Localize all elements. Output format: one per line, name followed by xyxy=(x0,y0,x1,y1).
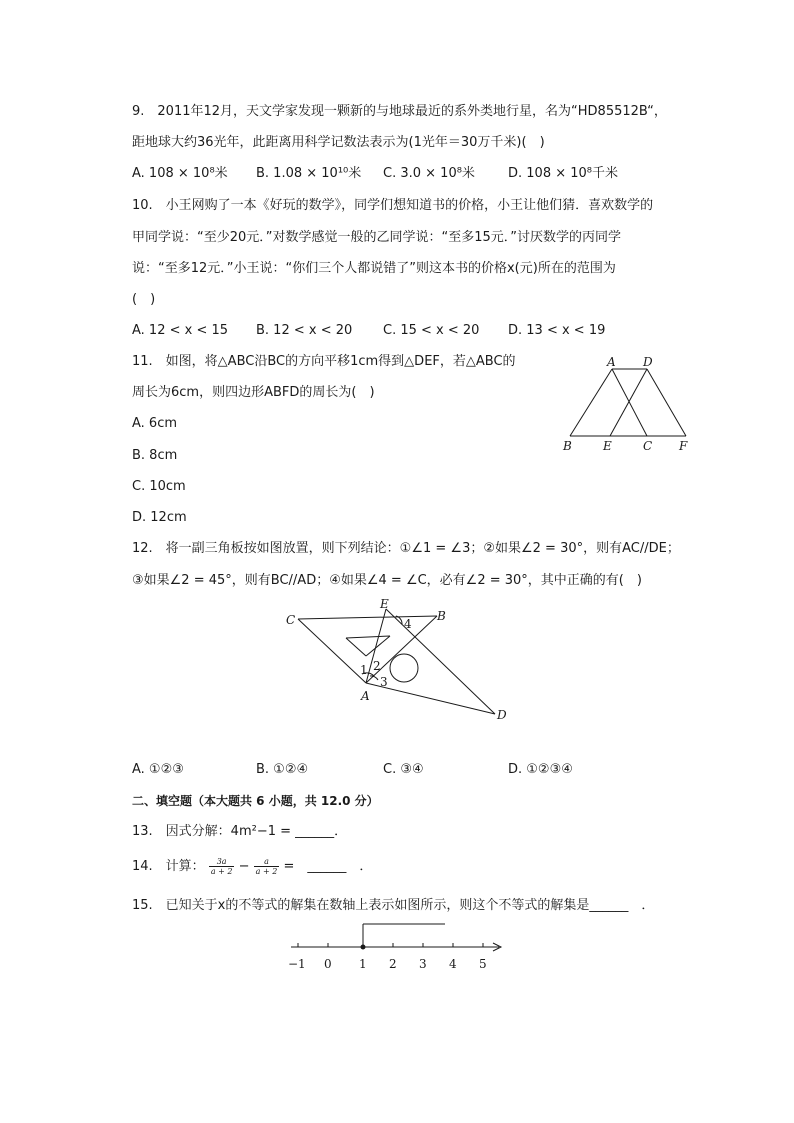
q11-label-c: C xyxy=(643,439,653,453)
q11-option-c: C. 10cm xyxy=(132,479,186,494)
q12-figure xyxy=(280,596,520,726)
q11-label-d: D xyxy=(643,355,653,369)
q12-option-b: B. ①②④ xyxy=(256,762,309,777)
q15-tick-3: 3 xyxy=(419,957,427,971)
q11-line2: 周长为6cm，则四边形ABFD的周长为( ) xyxy=(132,385,375,400)
q12-line1: 12. 将一副三角板按如图放置，则下列结论：①∠1 = ∠3；②如果∠2 = 30°，则有AC//DE； xyxy=(132,541,680,556)
q12-label-4: 4 xyxy=(404,617,412,631)
section-heading: 二、填空题（本大题共 6 小题，共 12.0 分） xyxy=(132,794,379,808)
q15-tick-0: 0 xyxy=(324,957,332,971)
q15-tick-4: 4 xyxy=(449,957,457,971)
q9-line2: 距地球大约36光年，此距离用科学记数法表示为(1光年＝30万千米)( ) xyxy=(132,135,545,150)
q14-frac1-den: a + 2 xyxy=(210,867,233,876)
q11-label-f: F xyxy=(679,439,688,453)
q10-option-d: D. 13 < x < 19 xyxy=(508,323,606,338)
q10-line3: 说：“至多12元．”小王说：“你们三个人都说错了”则这本书的价格x(元)所在的范围为 xyxy=(132,261,616,276)
q12-option-d: D. ①②③④ xyxy=(508,762,573,777)
q12-label-b: B xyxy=(437,609,446,623)
q14-prefix: 14. 计算： xyxy=(132,859,205,874)
q15-solid-point xyxy=(361,945,366,950)
q10-line1: 10. 小王网购了一本《好玩的数学》，同学们想知道书的价格，小王让他们猜．喜欢数学的 xyxy=(132,198,654,213)
q14-frac2-num: a xyxy=(254,857,280,867)
q11-option-b: B. 8cm xyxy=(132,448,178,463)
q15-tick-2: 2 xyxy=(389,957,397,971)
q9-option-b: B. 1.08 × 10¹⁰米 xyxy=(256,166,362,181)
q9-option-c: C. 3.0 × 10⁸米 xyxy=(383,166,475,181)
q14-fraction-1 xyxy=(209,857,235,876)
q12-label-e: E xyxy=(380,597,389,611)
q9-option-a: A. 108 × 10⁸米 xyxy=(132,166,228,181)
q11-label-a: A xyxy=(607,355,616,369)
q12-label-c: C xyxy=(286,613,296,627)
q12-option-c: C. ③④ xyxy=(383,762,424,777)
q14-fraction-2 xyxy=(254,857,280,876)
q14-frac2-den: a + 2 xyxy=(255,867,278,876)
q11-option-d: D. 12cm xyxy=(132,510,187,525)
q11-figure xyxy=(555,352,705,457)
q12-label-3: 3 xyxy=(380,675,388,689)
q9-option-d: D. 108 × 10⁸千米 xyxy=(508,166,618,181)
q14-minus: − xyxy=(238,859,250,874)
q15-line: 15. 已知关于x的不等式的解集在数轴上表示如图所示，则这个不等式的解集是______ ． xyxy=(132,898,655,913)
q13-line: 13. 因式分解：4m²−1 = ______． xyxy=(132,824,348,839)
q12-label-2: 2 xyxy=(373,659,381,673)
q12-option-a: A. ①②③ xyxy=(132,762,184,777)
q10-option-a: A. 12 < x < 15 xyxy=(132,323,229,338)
q11-label-b: B xyxy=(563,439,572,453)
q10-line2: 甲同学说：“至少20元．”对数学感觉一般的乙同学说：“至多15元．”讨厌数学的丙同学 xyxy=(132,230,622,245)
q11-line1: 11. 如图，将△ABC沿BC的方向平移1cm得到△DEF，若△ABC的 xyxy=(132,354,516,369)
q15-number-line xyxy=(285,920,515,975)
q14-suffix: = ______ ． xyxy=(283,859,373,874)
q15-tick-neg1: −1 xyxy=(288,957,306,971)
q10-option-c: C. 15 < x < 20 xyxy=(383,323,480,338)
q12-line2: ③如果∠2 = 45°，则有BC//AD；④如果∠4 = ∠C，必有∠2 = 30°，其中正确的有( ) xyxy=(132,573,642,588)
q12-label-1: 1 xyxy=(360,663,368,677)
q15-tick-1: 1 xyxy=(359,957,367,971)
q12-label-a: A xyxy=(361,689,370,703)
q10-line4: ( ) xyxy=(132,292,156,307)
q14-line xyxy=(132,856,372,878)
q12-label-d: D xyxy=(497,708,507,722)
q11-option-a: A. 6cm xyxy=(132,416,178,431)
q9-line1: 9. 2011年12月，天文学家发现一颗新的与地球最近的系外类地行星，名为“HD85512B“， xyxy=(132,104,667,119)
q15-tick-5: 5 xyxy=(479,957,487,971)
q14-frac1-num: 3a xyxy=(209,857,235,867)
q10-option-b: B. 12 < x < 20 xyxy=(256,323,353,338)
q11-label-e: E xyxy=(603,439,612,453)
